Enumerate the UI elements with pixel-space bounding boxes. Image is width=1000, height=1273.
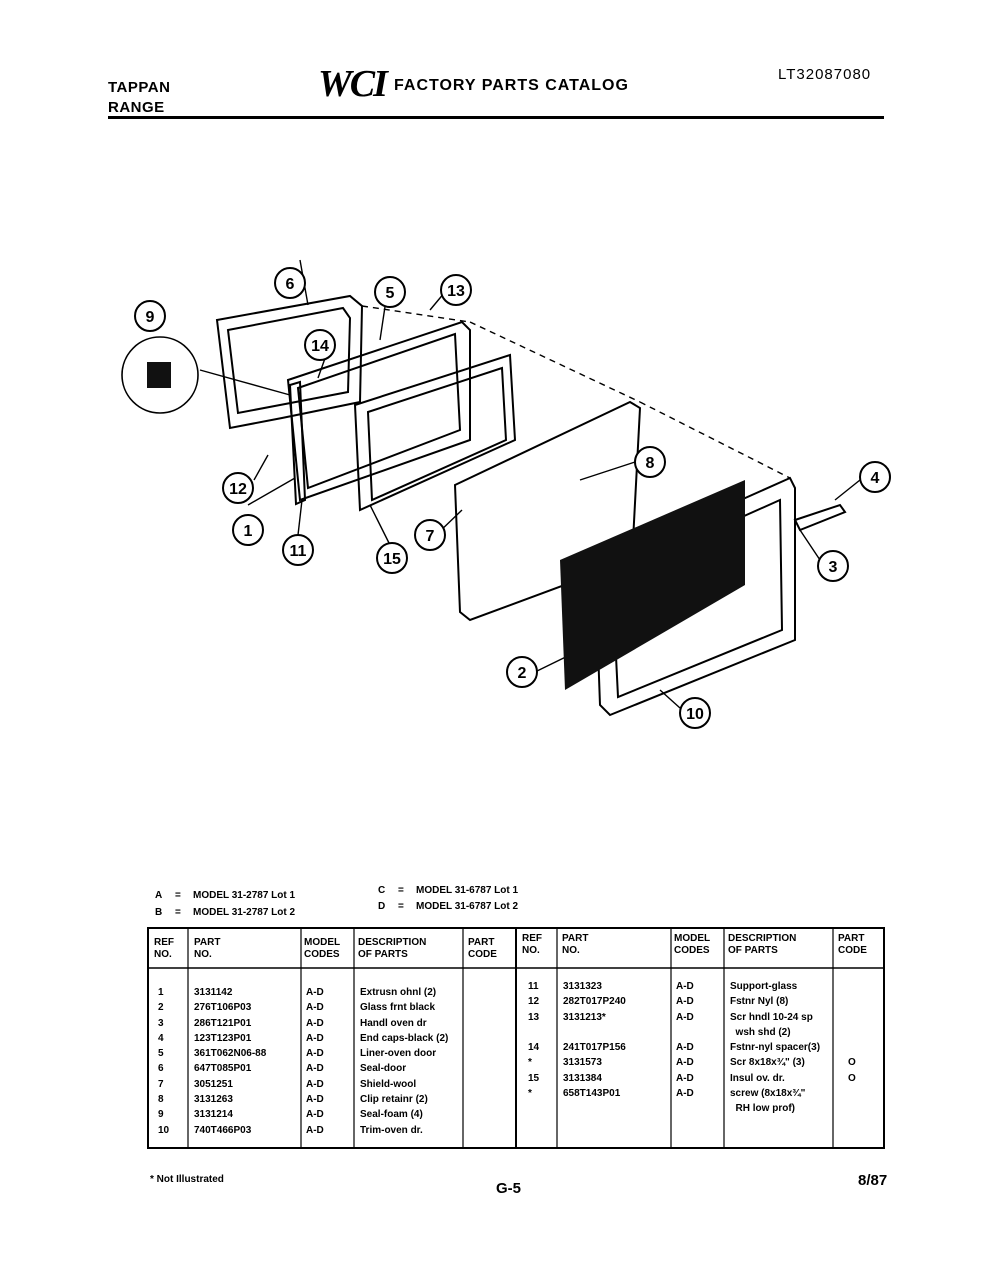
header-model-left: MODEL CODES [304,937,341,960]
left-desc-column: Extrusn ohnl (2) Glass frnt black Handl oven dr End caps-black (2) Liner-oven door Seal-door Shield-wool Clip retainr (2) Seal-foam (4) Trim-oven dr. [360,987,449,1136]
svg-text:15: 15 [383,551,401,568]
svg-text:3: 3 [828,559,838,576]
page-number: G-5 [496,1180,522,1197]
footnote: * Not Illustrated [150,1174,224,1185]
header-part-left: PART NO. [194,937,221,960]
header-ref-left: REF NO. [154,937,174,960]
legend-model-d: D = MODEL 31-6787 Lot 2 [378,901,519,912]
svg-text:12: 12 [229,481,247,498]
header-desc-right: DESCRIPTION OF PARTS [728,933,797,956]
right-model-column: A-D A-D A-D A-D A-D A-D A-D [676,981,694,1100]
svg-text:6: 6 [285,276,295,293]
legend-model-b: B = MODEL 31-2787 Lot 2 [155,907,296,918]
svg-text:14: 14 [311,338,329,355]
svg-text:13: 13 [447,283,465,300]
brand-line-1: TAPPAN [108,79,171,96]
right-code-column: O O [848,1057,856,1084]
header-model-right: MODEL CODES [674,933,711,956]
catalog-title: FACTORY PARTS CATALOG [394,77,629,94]
header-code-right: PART CODE [838,933,867,956]
svg-text:11: 11 [289,543,307,560]
catalog-number: LT32087080 [778,66,872,83]
svg-text:8: 8 [645,455,655,472]
legend-model-a: A = MODEL 31-2787 Lot 1 [155,890,296,901]
svg-text:10: 10 [686,706,704,723]
right-desc-column: Support-glass Fstnr Nyl (8) Scr hndl 10-24 sp wsh shd (2) Fstnr-nyl spacer(3) Scr 8x18x¾" (3) Insul ov. dr. screw (8x18x¾" RH low prof) [730,981,821,1115]
legend-model-c: C = MODEL 31-6787 Lot 1 [378,885,519,896]
wci-logo: WCI [318,63,386,105]
right-ref-column: 11 12 13 14 * 15 * [528,981,540,1100]
svg-text:5: 5 [385,285,395,302]
left-ref-column: 1 2 3 4 5 6 7 8 9 10 [158,987,170,1136]
svg-text:9: 9 [145,309,155,326]
header-part-right: PART NO. [562,933,589,956]
header-desc-left: DESCRIPTION OF PARTS [358,937,427,960]
header-code-left: PART CODE [468,937,497,960]
left-model-column: A-D A-D A-D A-D A-D A-D A-D A-D A-D A-D [306,987,324,1136]
right-part-column: 3131323 282T017P240 3131213* 241T017P156 3131573 3131384 658T143P01 [563,981,626,1100]
revision-date: 8/87 [858,1172,888,1189]
svg-text:1: 1 [243,523,253,540]
left-part-column: 3131142 276T106P03 286T121P01 123T123P01 361T062N06-88 647T085P01 3051251 3131263 3131214 740T466P03 [194,987,267,1136]
svg-text:7: 7 [425,528,435,545]
brand-line-2: RANGE [108,99,165,116]
svg-text:4: 4 [870,470,880,487]
svg-text:2: 2 [517,665,527,682]
header-ref-right: REF NO. [522,933,542,956]
